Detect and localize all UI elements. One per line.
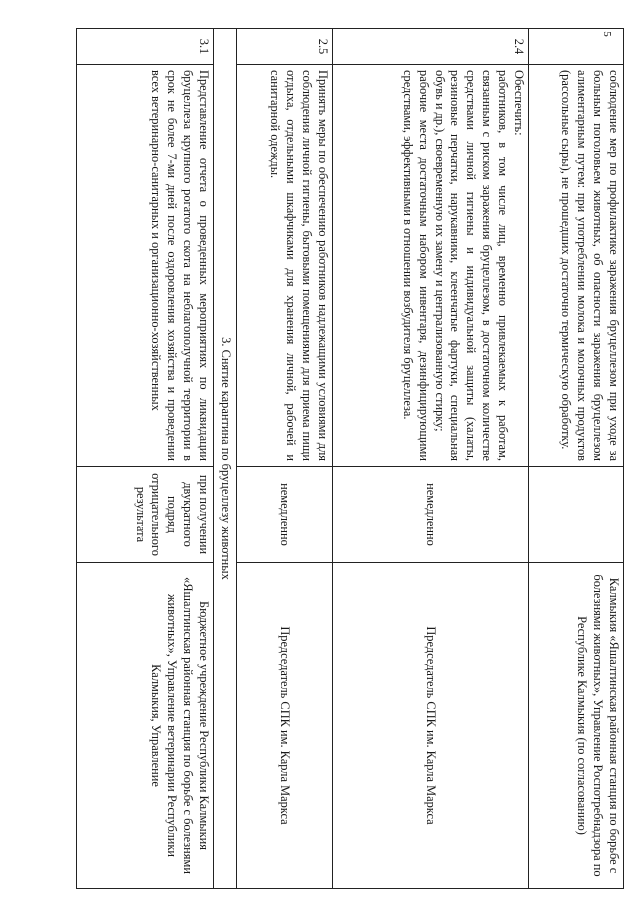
measures-table-wrapper (80, 28, 624, 888)
row-number: 3.1 (77, 29, 214, 65)
section-row (214, 29, 237, 889)
page-content (80, 28, 624, 888)
measure-text: соблюдение мер по профилактике заражения бруцеллезом при уходе за больным поголовьем животных, об опасности заражения бруцеллезом алиментарным путем: при употреблении молока и молочных продуктов (рассольные сыры), не прошедших достаточно термическую обработку. (529, 65, 624, 467)
table-row (529, 29, 624, 889)
deadline-text: немедленно (237, 467, 333, 563)
row-number: 2.5 (237, 29, 333, 65)
row-number: 2.4 (333, 29, 529, 65)
measure-text (333, 65, 529, 467)
deadline-text: при получении двукратного подряд отрицательного результата (77, 467, 214, 563)
responsible-text: Бюджетное учреждение Республики Калмыкия «Яшалтинская районная станция по борьбе с болезнями животных», Управление ветеринарии Республики Калмыкия, Управление (77, 563, 214, 889)
table-row (77, 29, 214, 889)
page-number: 5 (600, 31, 613, 37)
measure-text-content: Обеспечить: работников, в том числе лиц, временно привлекаемых к работам, связанным с риском заражения бруцеллезом, в достаточном количестве средствами личной гигиены и индивидуальной защиты (халаты, резиновые перчатки, нарукавники, клеенчатые фартуки, специальная обувь и др.), своевременную их замену и централизованную стирку; рабочие места достаточным набором инвентаря, дезинфицирующими средствами, эффективными в отношении возбудителя бруцеллеза. (400, 70, 526, 461)
section-heading: 3. Снятие карантина по бруцеллезу животных (214, 29, 237, 889)
measure-text: Принять меры по обеспечению работников надлежащими условиями для соблюдения личной гигиены, бытовыми помещениями для приема пищи отдыха, отдельными шкафчиками для хранения личной, рабочей и санитарной одежды. (237, 65, 333, 467)
responsible-text: Калмыкия «Яшалтинская районная станция по борьбе с болезнями животных», Управление Роспотребнадзора по Республике Калмыкия (по согласованию) (529, 563, 624, 889)
deadline-text (529, 467, 624, 563)
table-row (237, 29, 333, 889)
row-number (529, 29, 624, 65)
deadline-text: немедленно (333, 467, 529, 563)
measure-text: Представление отчета о проведенных мероприятиях по ликвидации бруцеллеза крупного рогатого скота на неблагополучной территории в срок не более 7-ми дней после оздоровления хозяйства и проведении всех ветеринарно-санитарных и организационно-хозяйственных (77, 65, 214, 467)
responsible-text: Председатель СПК им. Карла Маркса (333, 563, 529, 889)
responsible-text: Председатель СПК им. Карла Маркса (237, 563, 333, 889)
measures-table (76, 28, 624, 889)
table-row (333, 29, 529, 889)
